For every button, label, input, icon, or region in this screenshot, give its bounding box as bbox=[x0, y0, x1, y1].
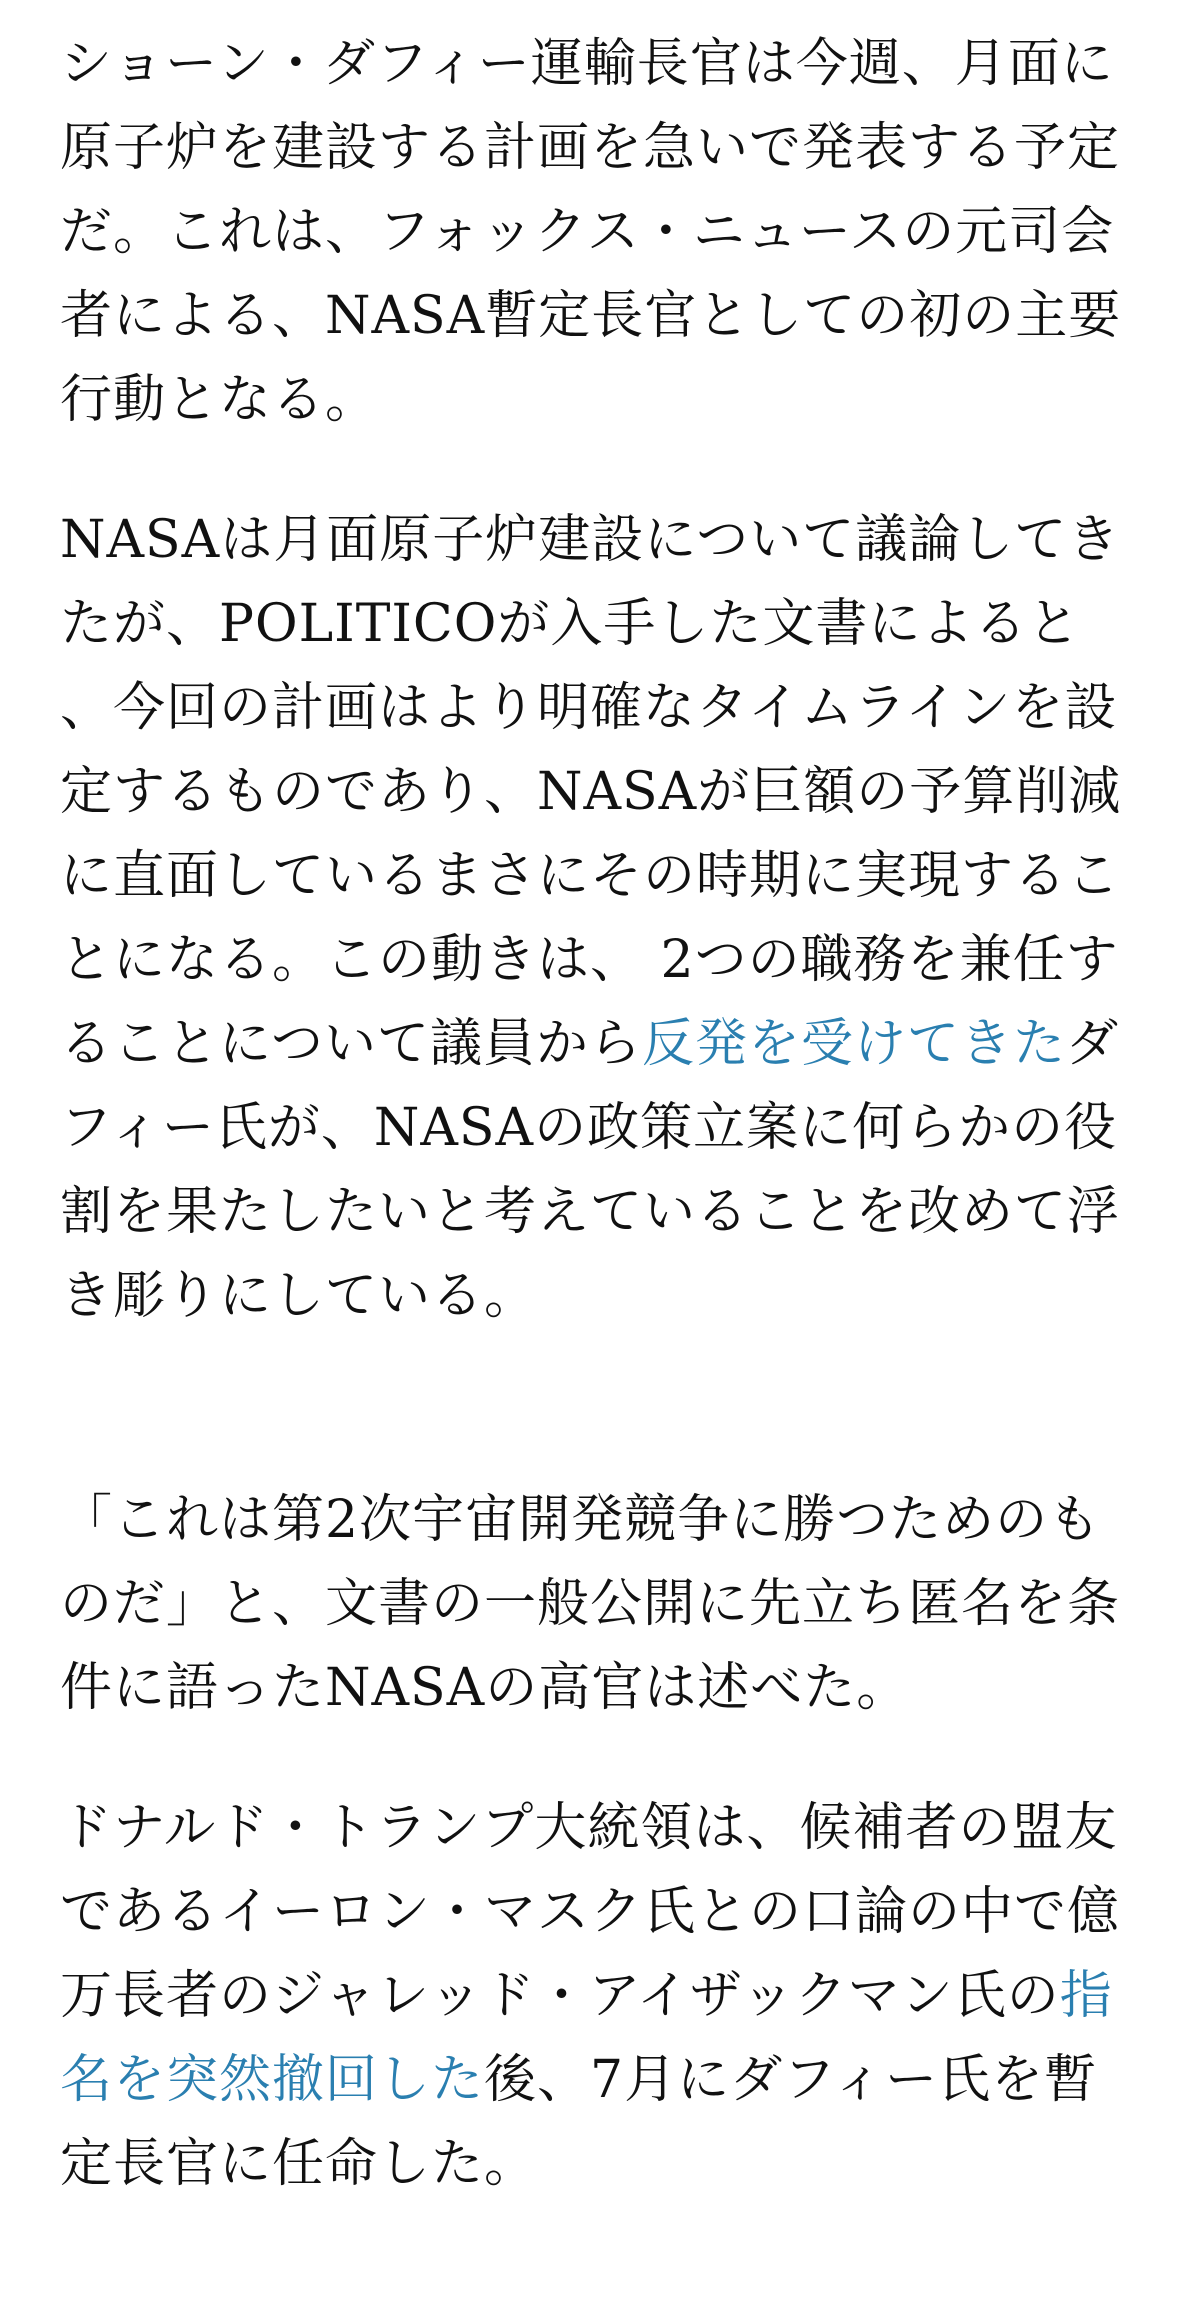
paragraph-4 bbox=[60, 1786, 1130, 2206]
paragraph-2-text-after: ダフィー氏が、NASAの政策立案に何らかの役割を果たしたいと考えていることを改めて浮き彫りにしている。 bbox=[60, 1014, 1121, 1326]
paragraph-gap bbox=[60, 1730, 1200, 1786]
paragraph-3 bbox=[60, 1478, 1130, 1730]
paragraph-gap bbox=[60, 1338, 1200, 1478]
paragraph-1 bbox=[60, 22, 1130, 442]
paragraph-3-text: 「これは第2次宇宙開発競争に勝つためのものだ」と、文書の一般公開に先立ち匿名を条件に語ったNASAの高官は述べた。 bbox=[60, 1490, 1121, 1718]
paragraph-1-text: ショーン・ダフィー運輸長官は今週、月面に原子炉を建設する計画を急いで発表する予定だ。これは、フォックス・ニュースの元司会者による、NASA暫定長官としての初の主要行動となる。 bbox=[60, 34, 1122, 430]
backlash-link[interactable]: 反発を受けてきた bbox=[641, 1014, 1066, 1074]
nomination-withdrawn-link[interactable]: 指名を突然撤回した bbox=[60, 1966, 1113, 2110]
paragraph-2-text-before: NASAは月面原子炉建設について議論してきたが、POLITICOが入手した文書によると、今回の計画はより明確なタイムラインを設定するものであり、NASAが巨額の予算削減に直面しているまさにその時期に実現することになる。この動きは、 2つの職務を兼任することについて議員から bbox=[60, 510, 1122, 1074]
paragraph-2 bbox=[60, 498, 1130, 1338]
paragraph-4-text-before: ドナルド・トランプ大統領は、候補者の盟友であるイーロン・マスク氏との口論の中で億万長者のジャレッド・アイザックマン氏の bbox=[60, 1798, 1121, 2026]
paragraph-gap bbox=[60, 442, 1200, 498]
paragraph-4-text-after: 後、7月にダフィー氏を暫定長官に任命した。 bbox=[60, 2050, 1097, 2194]
